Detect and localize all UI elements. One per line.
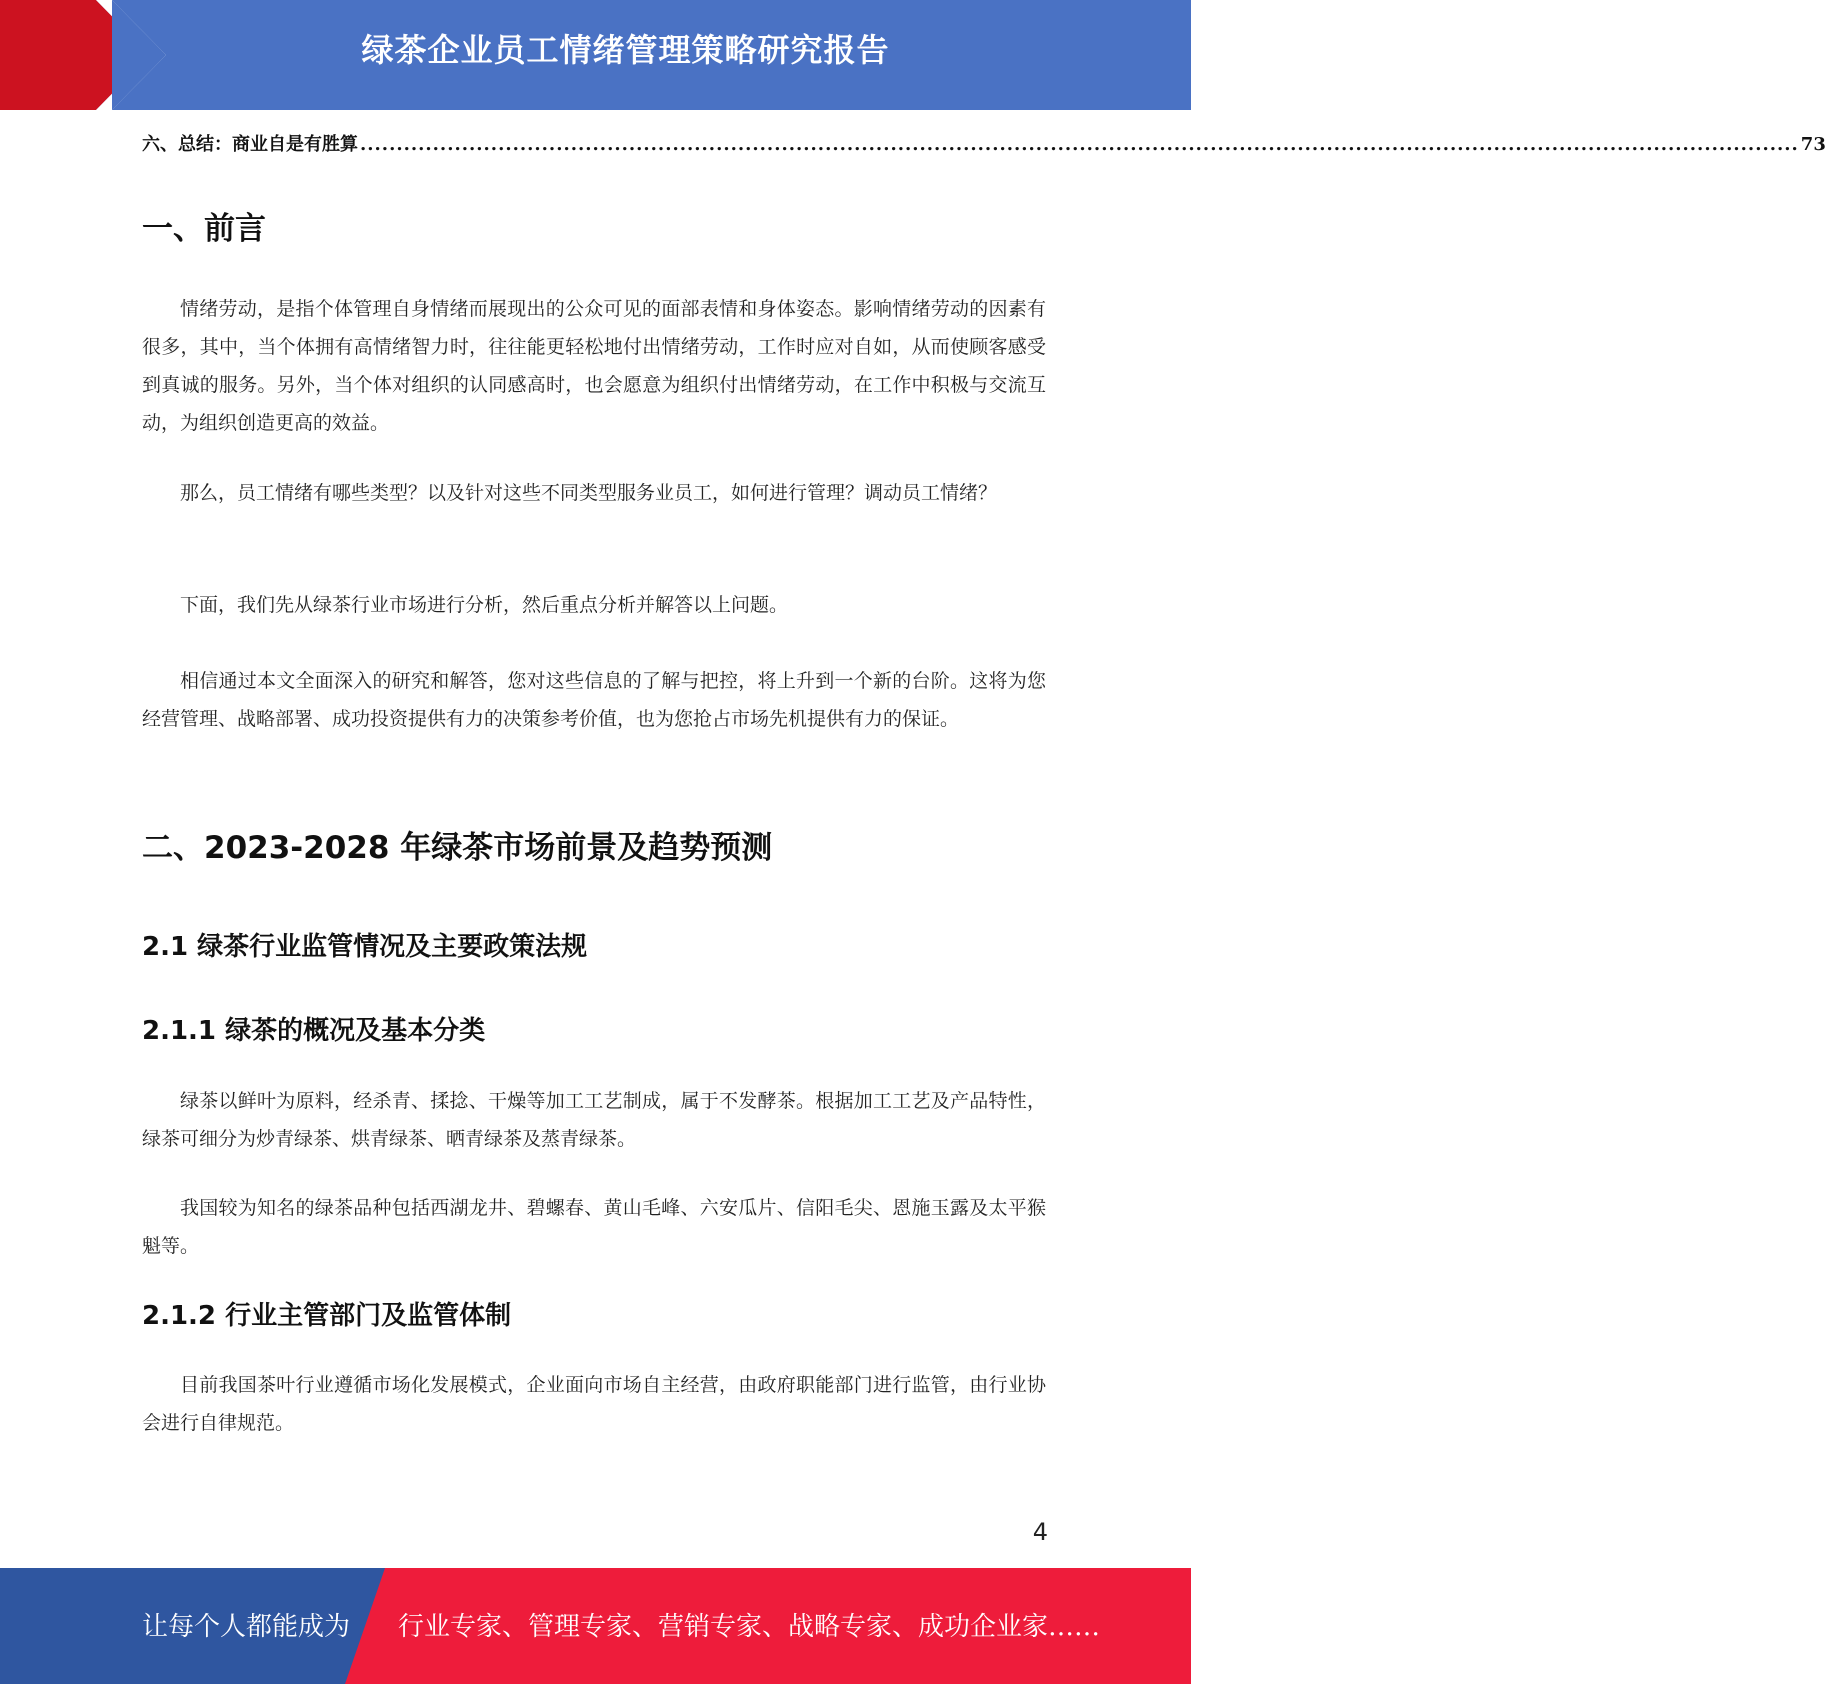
toc-entry[interactable] [142,130,1826,160]
preface-paragraph: 下面，我们先从绿茶行业市场进行分析，然后重点分析并解答以上问题。 [180,594,789,616]
report-title: 绿茶企业员工情绪管理策略研究报告 [361,31,890,69]
toc-entry-page: 73 [1800,134,1826,155]
footer-slogan-left: 让每个人都能成为 [142,1612,351,1642]
overview-paragraph: 绿茶以鲜叶为原料，经杀青、揉捻、干燥等加工工艺制成，属于不发酵茶。根据加工工艺及产品特性，绿茶可细分为炒青绿茶、烘青绿茶、晒青绿茶及蒸青绿茶。 [142,1090,1046,1150]
page-header [0,0,1191,110]
page-number: 4 [1032,1518,1048,1546]
page-footer [0,1568,1191,1684]
section-heading-market: 二、2023-2028 年绿茶市场前景及趋势预测 [142,830,773,866]
preface-paragraph: 情绪劳动，是指个体管理自身情绪而展现出的公众可见的面部表情和身体姿态。影响情绪劳动的因素有很多，其中，当个体拥有高情绪智力时，往往能更轻松地付出情绪劳动，工作时应对自如，从而使顾客感受到真诚的服务。另外，当个体对组织的认同感高时，也会愿意为组织付出情绪劳动，在工作中积极与交流互动，为组织创造更高的效益。 [142,298,1046,434]
subsection-heading-authorities: 2.1.2 行业主管部门及监管体制 [142,1301,512,1331]
overview-paragraph: 我国较为知名的绿茶品种包括西湖龙井、碧螺春、黄山毛峰、六安瓜片、信阳毛尖、恩施玉露及太平猴魁等。 [142,1197,1046,1257]
subsection-heading-overview: 2.1.1 绿茶的概况及基本分类 [142,1016,486,1046]
preface-paragraph: 那么，员工情绪有哪些类型？以及针对这些不同类型服务业员工，如何进行管理？调动员工情绪？ [180,482,998,504]
section-heading-preface: 一、前言 [142,211,266,247]
preface-paragraph: 相信通过本文全面深入的研究和解答，您对这些信息的了解与把控，将上升到一个新的台阶。这将为您经营管理、战略部署、成功投资提供有力的决策参考价值，也为您抢占市场先机提供有力的保证。 [142,670,1046,730]
header-arrow-decoration [0,0,160,110]
authorities-paragraph: 目前我国茶叶行业遵循市场化发展模式，企业面向市场自主经营，由政府职能部门进行监管，由行业协会进行自律规范。 [142,1374,1046,1434]
footer-slogan-right: 行业专家、管理专家、营销专家、战略专家、成功企业家…… [398,1612,1101,1642]
toc-leader-dots: ...................................................................................................................................................................................................... [360,134,1799,155]
subsection-heading-regulation: 2.1 绿茶行业监管情况及主要政策法规 [142,932,588,962]
toc-entry-label: 六、总结：商业自是有胜算 [142,134,358,155]
